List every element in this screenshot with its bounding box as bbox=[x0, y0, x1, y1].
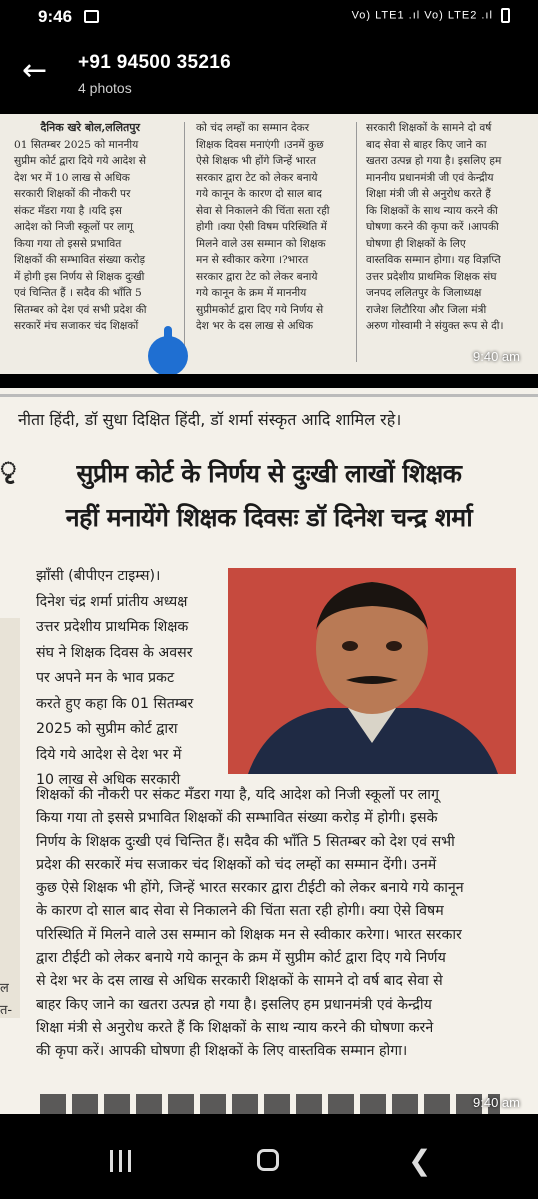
text-line: आदेश को निजी स्कूलों पर लागू bbox=[14, 221, 134, 233]
text-line: किया गया तो इससे प्रभावित शिक्षकों की सम्भावित संख्या करोड़ में होगी। इसके bbox=[36, 810, 438, 827]
home-icon[interactable] bbox=[257, 1149, 279, 1171]
text-line: संघ ने शिक्षक दिवस के अवसर bbox=[36, 644, 193, 661]
text-line: पर अपने मन के भाव प्रकट bbox=[36, 670, 175, 686]
text-line: में होगी इस निर्णय से शिक्षक दुःखी bbox=[14, 270, 145, 283]
text-line: बाद सेवा से बाहर किए जाने का bbox=[366, 138, 487, 151]
cut-off-headline bbox=[40, 1094, 500, 1114]
column-heading: दैनिक खरे बोल,ललितपुर bbox=[40, 121, 141, 134]
signal-indicators: Vo) LTE1 .ıl Vo) LTE2 .ıl bbox=[351, 9, 493, 22]
photo-2[interactable] bbox=[0, 388, 538, 1114]
text-line: जनपद ललितपुर के जिलाध्यक्ष bbox=[366, 287, 482, 299]
text-line: दिनेश चंद्र शर्मा प्रांतीय अध्यक्ष bbox=[36, 593, 188, 610]
status-time: 9:46 bbox=[38, 7, 73, 26]
text-line: शिक्षकों की सम्भावित संख्या करोड़ bbox=[14, 254, 146, 266]
text-line: बाहर किए जाने का खतरा उत्पन्न हो गया है। इसलिए हम प्रधानमंत्री एवं केन्द्रीय bbox=[36, 996, 432, 1013]
app-header bbox=[0, 36, 538, 114]
text-line: सरकार द्वारा टेट को लेकर बनाये bbox=[196, 171, 318, 184]
text-line: 2025 को सुप्रीम कोर्ट द्वारा bbox=[36, 721, 178, 737]
article-column-1 bbox=[14, 120, 147, 335]
nav-back-icon[interactable]: ❮ bbox=[408, 1144, 432, 1177]
column-divider bbox=[184, 122, 185, 362]
text-line: प्रदेश की सरकारें मंच सजाकर चंद शिक्षकों को चंद लम्हों का सम्मान देंगी। उनमें bbox=[36, 856, 437, 873]
scroll-handle[interactable] bbox=[148, 336, 188, 374]
text-line: सेवा से निकालने की चिंता सता रही bbox=[196, 204, 330, 217]
article-body bbox=[36, 784, 464, 1064]
text-line: कि शिक्षकों के साथ न्याय करने की bbox=[366, 204, 498, 217]
text-line: होगी ।क्या ऐसी विषम परिस्थिति में bbox=[196, 221, 327, 233]
system-navigation-bar bbox=[0, 1114, 538, 1199]
text-line: के कारण दो साल बाद सेवा से निकालने की चिंता सता रही होगी। क्या ऐसे विषम bbox=[36, 903, 444, 920]
text-line: सितम्बर को देश एवं सभी प्रदेश की bbox=[14, 303, 147, 316]
text-line: माननीय प्रधानमंत्री जी एवं केन्द्रीय bbox=[366, 171, 494, 184]
text-line: संकट मँडरा गया है ।यदि इस bbox=[14, 204, 122, 217]
text-line: शिक्षा मंत्री जी से अनुरोध करते हैं bbox=[366, 188, 491, 200]
text-line: सरकारी शिक्षकों के सामने दो वर्ष bbox=[366, 122, 492, 134]
recent-apps-icon[interactable] bbox=[108, 1150, 134, 1172]
text-line: से देश भर के दस लाख से अधिक सरकारी शिक्षकों के सामने दो वर्ष बाद सेवा से bbox=[36, 973, 443, 990]
text-line: घोषणा ही शिक्षकों के लिए bbox=[366, 237, 466, 250]
photo-count: 4 photos bbox=[78, 80, 132, 96]
text-line: निर्णय के शिक्षक दुःखी एवं चिन्तित हैं। सदैव की भाँति 5 सितम्बर को देश एवं सभी bbox=[36, 833, 455, 850]
text-line: द्वारा टीईटी को लेकर बनाये गये कानून के क्रम में सुप्रीम कोर्ट द्वारा दिए गये निर्णय bbox=[36, 950, 446, 967]
photo-1[interactable] bbox=[0, 114, 538, 374]
article-column-3 bbox=[366, 120, 504, 335]
back-arrow-icon[interactable]: ← bbox=[22, 53, 48, 88]
text-line: झाँसी (बीपीएन टाइम्स)। bbox=[36, 568, 161, 584]
text-line: देश भर में 10 लाख से अधिक bbox=[14, 171, 130, 184]
text-line: सरकारी शिक्षकों की नौकरी पर bbox=[14, 188, 131, 200]
text-line: उत्तर प्रदेशीय प्राथमिक शिक्षक संघ bbox=[366, 270, 497, 283]
article-intro-column bbox=[36, 564, 193, 794]
battery-icon bbox=[501, 8, 510, 23]
article-column-2 bbox=[196, 120, 330, 335]
adjacent-column-edge bbox=[0, 618, 20, 1018]
text-line: 01 सितम्बर 2025 को माननीय bbox=[14, 138, 139, 151]
status-indicators bbox=[352, 8, 510, 23]
edge-text: ल bbox=[0, 981, 9, 996]
contact-title: +91 94500 35216 bbox=[78, 52, 231, 73]
text-line: देश भर के दस लाख से अधिक bbox=[196, 320, 313, 332]
text-line: शिक्षा मंत्री से अनुरोध करते हैं कि शिक्षकों के साथ न्याय करने की घोषणा करने bbox=[36, 1019, 434, 1036]
edge-text: त- bbox=[0, 1003, 13, 1018]
text-line: दिये गये आदेश से देश भर में bbox=[36, 746, 182, 763]
previous-article-line: नीता हिंदी, डॉ सुधा दिक्षित हिंदी, डॉ शर्मा संस्कृत आदि शामिल रहे। bbox=[18, 410, 402, 429]
person-portrait-icon bbox=[228, 568, 516, 774]
text-line: अरुण गोस्वामी ने संयुक्त रूप से दी। bbox=[366, 320, 504, 332]
text-line: शिक्षक दिवस मनाएंगी ।उनमें कुछ bbox=[196, 138, 324, 151]
text-line: 10 लाख से अधिक सरकारी bbox=[36, 772, 181, 788]
text-line: वास्तविक सम्मान होगा। यह विज्ञप्ति bbox=[366, 254, 501, 266]
photo-timestamp: 9:40 am bbox=[473, 349, 520, 364]
text-line: खतरा उत्पन्न हो गया है। इसलिए हम bbox=[366, 155, 502, 167]
text-line: को चंद लम्हों का सम्मान देकर bbox=[196, 122, 310, 134]
status-bar bbox=[0, 0, 538, 36]
text-line: गये कानून के क्रम में माननीय bbox=[196, 287, 307, 299]
text-line: मन से स्वीकार करेगा ।?भारत bbox=[196, 254, 309, 266]
text-line: राजेश लिटौरिया और जिला मंत्री bbox=[366, 303, 487, 316]
text-line: ऐसे शिक्षक भी होंगे जिन्हें भारत bbox=[196, 155, 317, 167]
text-line: किया गया तो इससे प्रभावित bbox=[14, 237, 122, 250]
text-line: घोषणा करने की कृपा करें ।आपकी bbox=[366, 221, 499, 233]
headline-line-1: सुप्रीम कोर्ट के निर्णय से दुःखी लाखों शिक्षक bbox=[76, 459, 462, 488]
divider-line bbox=[0, 394, 538, 397]
headline-line-2: नहीं मनायेंगे शिक्षक दिवसः डॉ दिनेश चन्द्र शर्मा bbox=[65, 503, 473, 532]
text-line: मिलने वाले उस सम्मान को शिक्षक bbox=[196, 237, 326, 250]
text-line: कुछ ऐसे शिक्षक भी होंगे, जिन्हें भारत सरकार द्वारा टीईटी को लेकर बनाये गये कानून bbox=[36, 880, 464, 897]
text-line: करते हुए कहा कि 01 सितम्बर bbox=[36, 695, 194, 712]
photo-timestamp: 9:40 am bbox=[473, 1095, 520, 1110]
text-line: उत्तर प्रदेशीय प्राथमिक शिक्षक bbox=[36, 619, 189, 635]
text-line: की कृपा करें। आपकी घोषणा ही शिक्षकों के लिए वास्तविक सम्मान होगा। bbox=[36, 1043, 408, 1060]
column-divider bbox=[356, 122, 357, 362]
text-line: एवं चिन्तित हैं । सदैव की भाँति 5 bbox=[14, 287, 142, 299]
text-line: सुप्रीमकोर्ट द्वारा दिए गये निर्णय से bbox=[196, 303, 324, 316]
text-line: सरकारें मंच सजाकर चंद शिक्षकों bbox=[14, 320, 139, 332]
portrait-photo bbox=[228, 568, 516, 774]
text-line: शिक्षकों की नौकरी पर संकट मँडरा गया है, यदि आदेश को निजी स्कूलों पर लागू bbox=[36, 787, 439, 803]
text-line: गये कानून के कारण दो साल बाद bbox=[196, 188, 322, 200]
cut-off-glyph: ृ bbox=[0, 451, 17, 484]
text-line: परिस्थिति में मिलने वाले उस सम्मान को शिक्षक मन से स्वीकार करेगा। भारत सरकार bbox=[36, 926, 462, 943]
text-line: सुप्रीम कोर्ट द्वारा दिये गये आदेश से bbox=[14, 155, 147, 167]
photo-separator bbox=[0, 374, 538, 388]
text-line: सरकार द्वारा टेट को लेकर बनाये bbox=[196, 270, 318, 283]
gallery-notification-icon bbox=[84, 10, 99, 23]
